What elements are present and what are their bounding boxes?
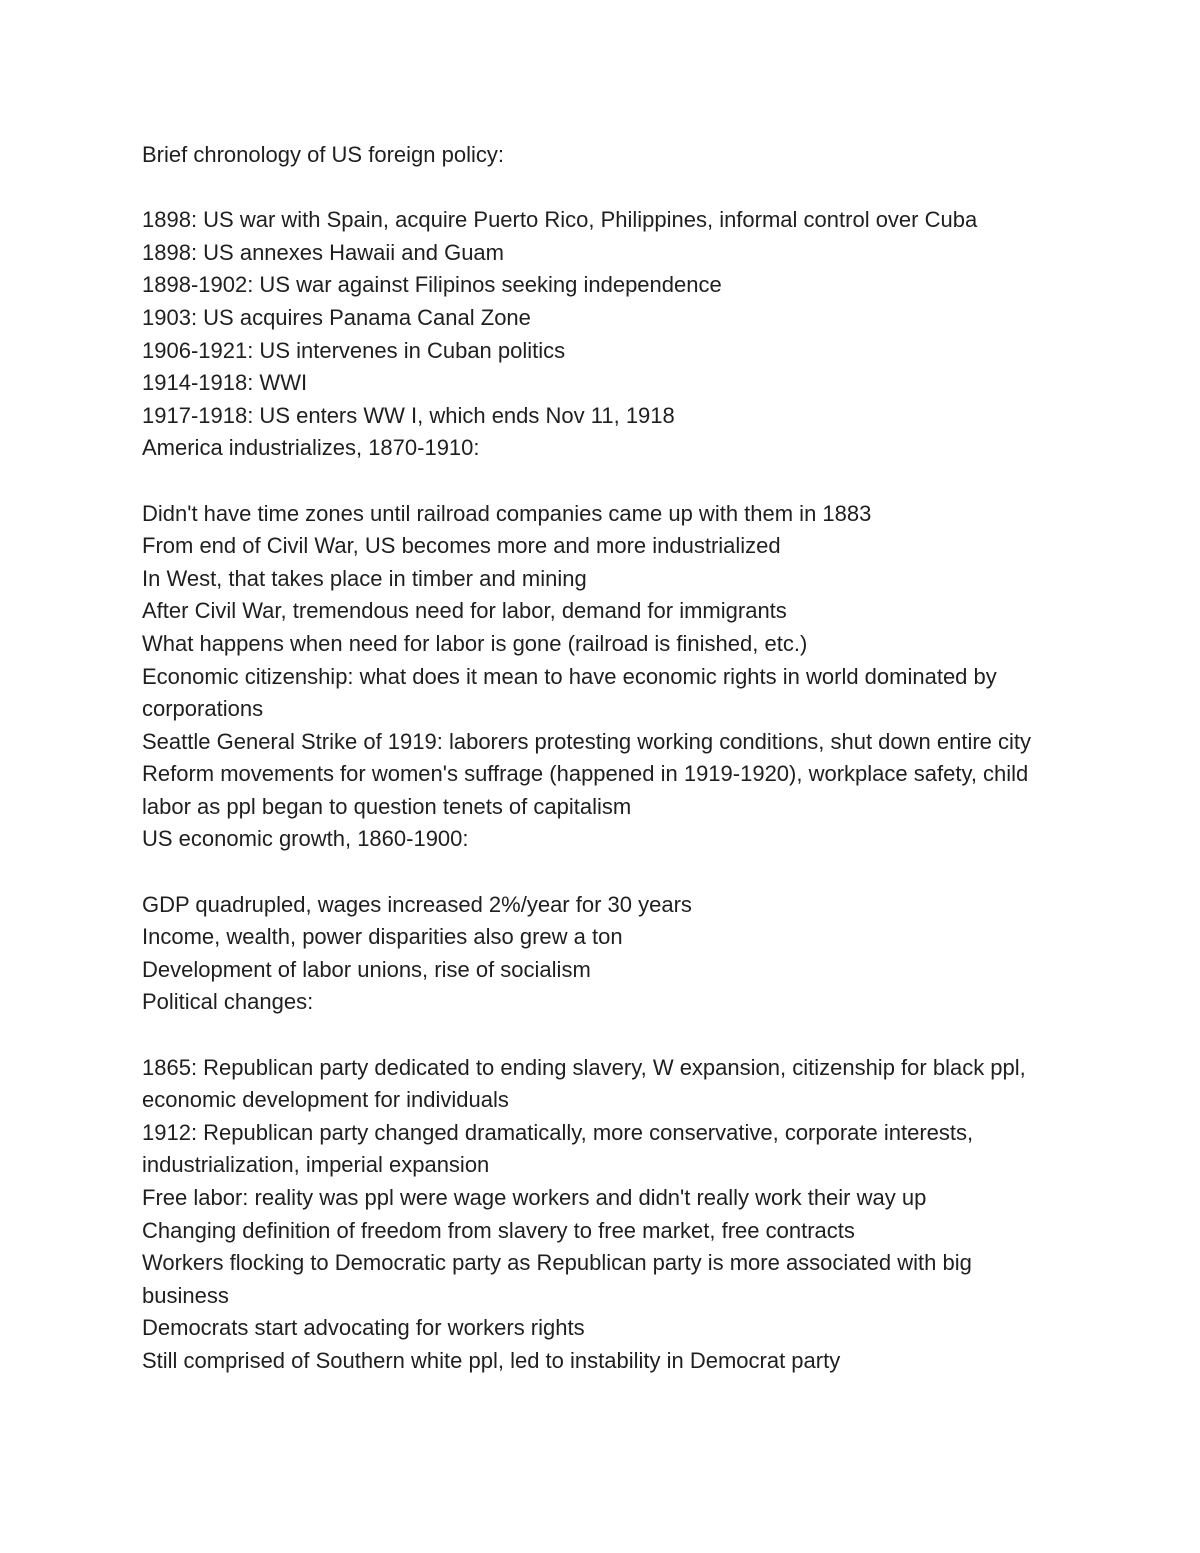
list-item: Development of labor unions, rise of socialism xyxy=(142,956,591,982)
blank-line xyxy=(142,465,1062,498)
list-item: 1914-1918: WWI xyxy=(142,370,308,396)
section-heading-industrializes: America industrializes, 1870-1910: xyxy=(142,435,480,461)
list-item: 1898-1902: US war against Filipinos seeking independence xyxy=(142,272,722,298)
blank-line xyxy=(142,172,1062,205)
list-item: 1917-1918: US enters WW I, which ends Nov 11, 1918 xyxy=(142,402,675,428)
list-item: 1903: US acquires Panama Canal Zone xyxy=(142,304,531,330)
list-item: 1898: US war with Spain, acquire Puerto Rico, Philippines, informal control over Cuba xyxy=(142,207,978,233)
list-item: Changing definition of freedom from slavery to free market, free contracts xyxy=(142,1217,855,1243)
document-page xyxy=(142,139,1062,1378)
list-item: Seattle General Strike of 1919: laborers protesting working conditions, shut down entire city xyxy=(142,728,1032,754)
list-item: Didn't have time zones until railroad companies came up with them in 1883 xyxy=(142,500,872,526)
list-item: Democrats start advocating for workers rights xyxy=(142,1315,585,1341)
list-item: From end of Civil War, US becomes more and more industrialized xyxy=(142,533,781,559)
list-item: In West, that takes place in timber and mining xyxy=(142,565,587,591)
list-item: 1906-1921: US intervenes in Cuban politics xyxy=(142,337,566,363)
list-item: Economic citizenship: what does it mean to have economic rights in world dominated by corporations xyxy=(142,663,997,722)
blank-line xyxy=(142,1019,1062,1052)
list-item: Still comprised of Southern white ppl, led to instability in Democrat party xyxy=(142,1347,841,1373)
list-item: GDP quadrupled, wages increased 2%/year for 30 years xyxy=(142,891,692,917)
section-heading-economic-growth: US economic growth, 1860-1900: xyxy=(142,826,469,852)
list-item: After Civil War, tremendous need for labor, demand for immigrants xyxy=(142,598,787,624)
section-heading-political-changes: Political changes: xyxy=(142,989,314,1015)
list-item: Free labor: reality was ppl were wage workers and didn't really work their way up xyxy=(142,1185,927,1210)
list-item: Income, wealth, power disparities also grew a ton xyxy=(142,924,623,950)
list-item: 1912: Republican party changed dramatically, more conservative, corporate interests, industrialization, imperial expansion xyxy=(142,1119,974,1178)
list-item: What happens when need for labor is gone (railroad is finished, etc.) xyxy=(142,630,808,656)
blank-line xyxy=(142,856,1062,889)
list-item: Reform movements for women's suffrage (happened in 1919-1920), workplace safety, child labor as ppl began to question tenets of capitalism xyxy=(142,761,1029,819)
section-heading-foreign-policy: Brief chronology of US foreign policy: xyxy=(142,142,504,167)
list-item: Workers flocking to Democratic party as Republican party is more associated with big business xyxy=(142,1250,972,1308)
list-item: 1865: Republican party dedicated to ending slavery, W expansion, citizenship for black ppl, economic development for individuals xyxy=(142,1054,1026,1113)
list-item: 1898: US annexes Hawaii and Guam xyxy=(142,239,504,265)
